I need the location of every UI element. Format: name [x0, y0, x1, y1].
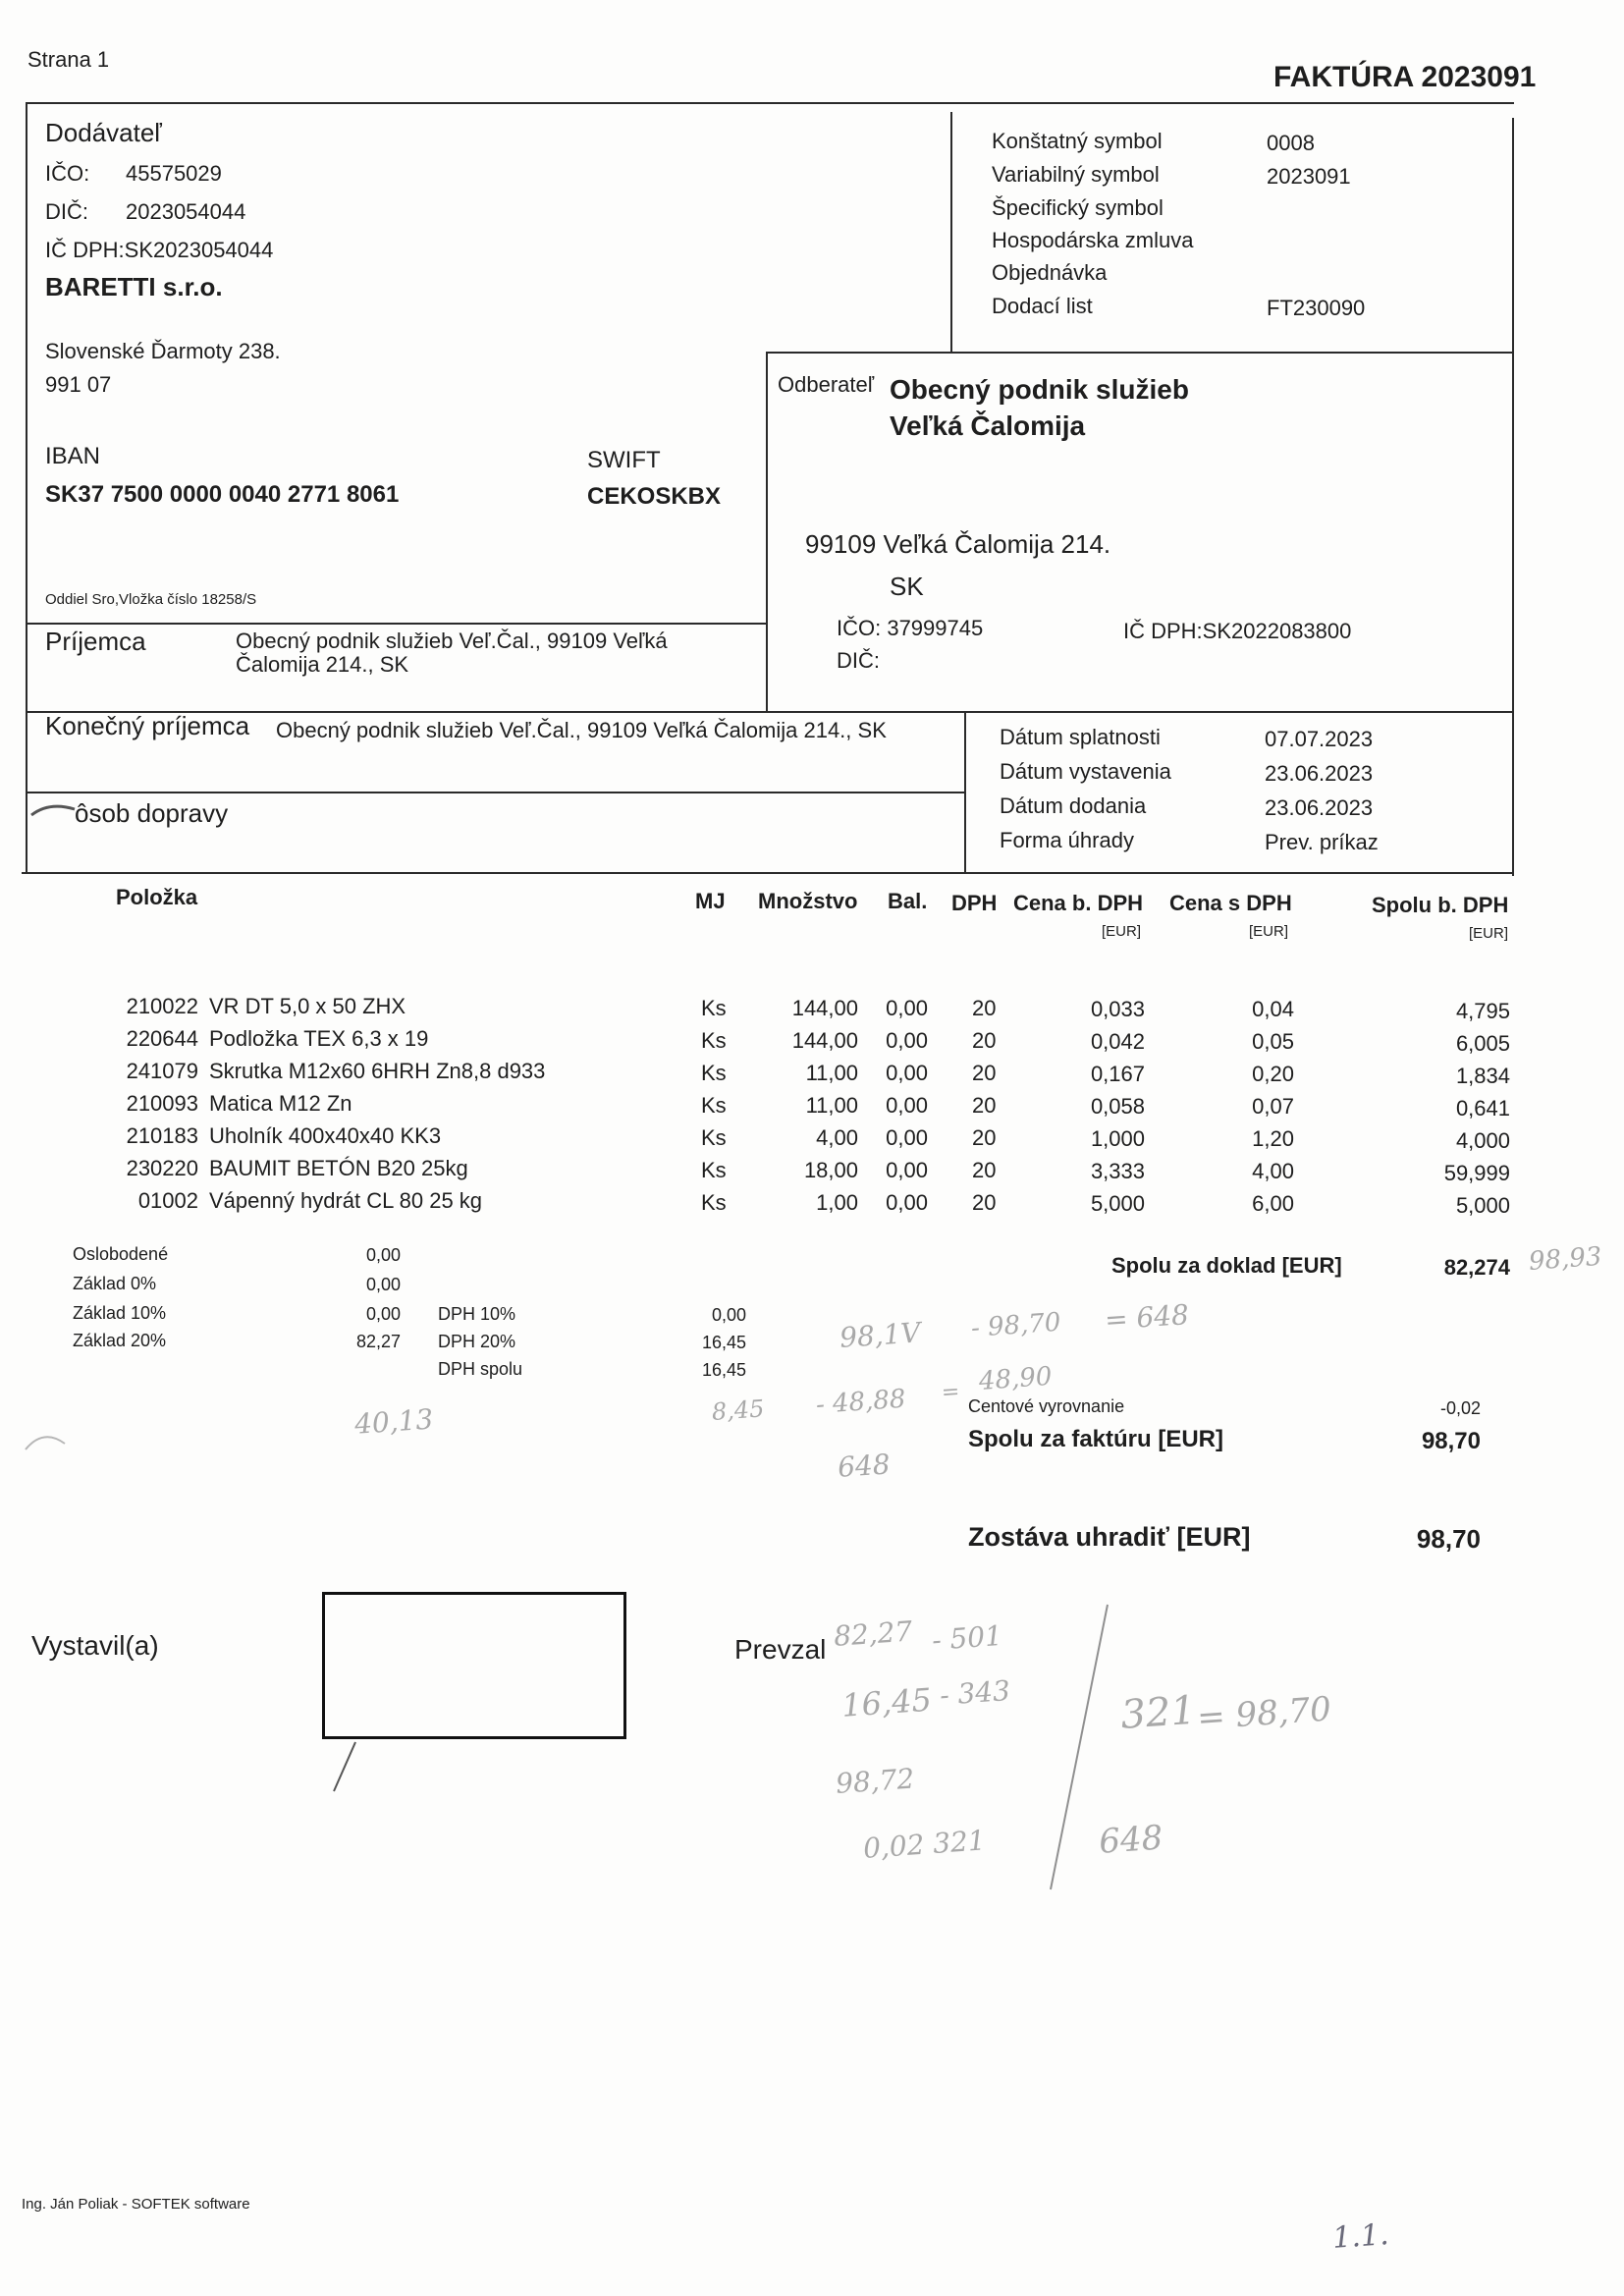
- rounding-label: Centové vyrovnanie: [968, 1396, 1125, 1416]
- item-price-excl: 1,000: [1090, 1126, 1145, 1151]
- date-label: Dátum vystavenia: [1000, 759, 1171, 784]
- symbol-label: Konštatný symbol: [992, 129, 1163, 153]
- item-price-excl: 0,042: [1090, 1029, 1145, 1054]
- symbol-value: 2023091: [1267, 164, 1351, 189]
- item-name: Matica M12 Zn: [209, 1091, 352, 1116]
- swift-value: CEKOSKBX: [587, 483, 722, 510]
- tax-row-dph-value: 16,45: [701, 1360, 746, 1380]
- item-code: 01002: [137, 1188, 198, 1213]
- date-value: 07.07.2023: [1265, 727, 1374, 751]
- tax-row-label: Základ 0%: [73, 1274, 157, 1293]
- footer-software: Ing. Ján Poliak - SOFTEK software: [22, 2196, 250, 2213]
- handwritten-note: 648: [837, 1448, 892, 1484]
- invoice-total-value: 98,70: [1421, 1428, 1481, 1454]
- item-bal: 0,00: [886, 1125, 928, 1150]
- handwritten-note: = 98,70: [1196, 1689, 1333, 1738]
- supplier-address-zip: 991 07: [45, 372, 112, 397]
- iban-value: SK37 7500 0000 0040 2771 8061: [45, 481, 400, 508]
- rounding-value: -0,02: [1439, 1398, 1481, 1418]
- amount-due-label: Zostáva uhradiť [EUR]: [968, 1522, 1251, 1552]
- handwritten-note: 321: [1119, 1687, 1198, 1738]
- page-number: Strana 1: [27, 47, 110, 72]
- date-value: 23.06.2023: [1265, 795, 1374, 820]
- customer-country: SK: [890, 572, 924, 601]
- symbol-label: Hospodárska zmluva: [992, 228, 1194, 252]
- handwritten-note: - 501: [931, 1618, 1003, 1657]
- item-qty: 11,00: [805, 1061, 858, 1085]
- symbol-value: 0008: [1267, 131, 1315, 155]
- doc-total-label: Spolu za doklad [EUR]: [1111, 1253, 1342, 1278]
- customer-dic: DIČ:: [837, 648, 880, 673]
- supplier-icdph: IČ DPH:SK2023054044: [45, 238, 274, 262]
- date-value: 23.06.2023: [1265, 761, 1374, 786]
- doc-total-value: 82,274: [1443, 1255, 1510, 1280]
- item-name: Skrutka M12x60 6HRH Zn8,8 d933: [209, 1059, 546, 1083]
- item-code: 210022: [126, 994, 198, 1018]
- item-mj: Ks: [701, 1190, 727, 1215]
- item-total: 4,795: [1455, 999, 1510, 1023]
- item-mj: Ks: [701, 1158, 727, 1182]
- handwritten-note: - 98,70: [970, 1307, 1062, 1343]
- handwritten-note: 648: [1098, 1818, 1164, 1862]
- tax-row-label: Oslobodené: [73, 1244, 169, 1264]
- handwritten-note: 48,90: [978, 1361, 1054, 1396]
- col-total-excl-unit: [EUR]: [1469, 925, 1509, 942]
- item-dph: 20: [972, 1093, 997, 1118]
- item-qty: 18,00: [803, 1158, 858, 1182]
- tax-row-dph-label: DPH 20%: [438, 1332, 516, 1351]
- received-by-label: Prevzal: [734, 1634, 827, 1665]
- recipient-line1: Obecný podnik služieb Veľ.Čal., 99109 Veľká: [236, 629, 668, 653]
- date-label: Dátum splatnosti: [1000, 725, 1161, 749]
- item-price-incl: 1,20: [1252, 1126, 1294, 1151]
- handwritten-note: =: [941, 1379, 961, 1405]
- customer-address: 99109 Veľká Čalomija 214.: [805, 529, 1111, 559]
- handwritten-note: 98,72: [835, 1762, 916, 1800]
- registry-note: Oddiel Sro,Vložka číslo 18258/S: [45, 591, 257, 608]
- final-recipient-label: Konečný príjemca: [45, 711, 250, 740]
- item-dph: 20: [972, 996, 997, 1020]
- item-name: VR DT 5,0 x 50 ZHX: [209, 994, 406, 1018]
- tax-row-dph-label: DPH spolu: [438, 1359, 523, 1379]
- amount-due-value: 98,70: [1416, 1524, 1481, 1554]
- symbol-label: Variabilný symbol: [992, 162, 1160, 187]
- invoice-title: FAKTÚRA 2023091: [1273, 61, 1537, 93]
- col-dph: DPH: [951, 891, 998, 915]
- col-bal: Bal.: [888, 889, 928, 913]
- handwritten-note: 1.1.: [1331, 2217, 1390, 2256]
- redaction-box: [322, 1592, 626, 1739]
- item-total: 6,005: [1455, 1031, 1510, 1056]
- supplier-dic-label: DIČ:: [45, 199, 88, 224]
- item-bal: 0,00: [886, 1093, 928, 1118]
- handwritten-note: 16,45: [840, 1680, 934, 1724]
- item-dph: 20: [972, 1028, 997, 1053]
- tax-row-base: 82,27: [355, 1332, 401, 1351]
- tax-row-base: 0,00: [365, 1304, 401, 1324]
- item-total: 59,999: [1443, 1161, 1510, 1185]
- tax-row-base: 0,00: [365, 1245, 401, 1265]
- handwritten-note: 98,93: [1528, 1241, 1603, 1277]
- item-code: 220644: [126, 1026, 198, 1051]
- recipient-line2: Čalomija 214., SK: [236, 652, 409, 677]
- customer-name-line2: Veľká Čalomija: [890, 410, 1086, 441]
- folded-corner-mark: [29, 797, 79, 819]
- col-item: Položka: [116, 885, 198, 909]
- col-qty: Množstvo: [758, 889, 858, 913]
- item-mj: Ks: [701, 1125, 727, 1150]
- recipient-label: Príjemca: [45, 627, 146, 656]
- item-dph: 20: [972, 1190, 997, 1215]
- item-price-excl: 0,058: [1090, 1094, 1145, 1119]
- col-total-excl: Spolu b. DPH: [1372, 893, 1509, 917]
- tax-row-label: Základ 20%: [73, 1331, 167, 1350]
- item-total: 0,641: [1455, 1096, 1510, 1121]
- item-name: Podložka TEX 6,3 x 19: [209, 1026, 429, 1051]
- pen-stroke-mark: [324, 1738, 363, 1797]
- item-qty: 144,00: [791, 996, 858, 1020]
- item-qty: 4,00: [816, 1125, 858, 1150]
- handwritten-note: - 343: [939, 1673, 1011, 1712]
- handwritten-note: 40,13: [353, 1402, 435, 1441]
- swift-label: SWIFT: [587, 447, 661, 473]
- item-price-incl: 4,00: [1252, 1159, 1294, 1183]
- item-price-incl: 0,05: [1252, 1029, 1294, 1054]
- date-value: Prev. príkaz: [1265, 830, 1379, 854]
- symbol-value: FT230090: [1267, 296, 1366, 320]
- pencil-stroke-mark: [1041, 1601, 1119, 1895]
- invoice-total-label: Spolu za faktúru [EUR]: [968, 1426, 1224, 1452]
- supplier-dic: 2023054044: [126, 199, 246, 224]
- item-total: 4,000: [1455, 1128, 1510, 1153]
- tax-row-base: 0,00: [365, 1275, 401, 1294]
- handwritten-note: 0,02 321: [862, 1824, 987, 1865]
- item-mj: Ks: [701, 996, 727, 1020]
- col-price-incl-unit: [EUR]: [1249, 923, 1289, 940]
- tax-row-dph-value: 16,45: [701, 1333, 746, 1352]
- item-dph: 20: [972, 1061, 997, 1085]
- item-name: BAUMIT BETÓN B20 25kg: [209, 1156, 468, 1180]
- item-price-excl: 0,167: [1090, 1062, 1145, 1086]
- supplier-heading: Dodávateľ: [45, 118, 162, 147]
- customer-ico: IČO: 37999745: [837, 616, 984, 640]
- item-qty: 11,00: [805, 1093, 858, 1118]
- item-price-incl: 0,07: [1252, 1094, 1294, 1119]
- item-name: Vápenný hydrát CL 80 25 kg: [209, 1188, 483, 1213]
- item-price-excl: 3,333: [1090, 1159, 1145, 1183]
- handwritten-note: = 648: [1104, 1298, 1190, 1337]
- item-price-incl: 6,00: [1252, 1191, 1294, 1216]
- supplier-ico-label: IČO:: [45, 161, 90, 186]
- symbol-label: Dodací list: [992, 294, 1093, 318]
- item-price-incl: 0,04: [1252, 997, 1294, 1021]
- transport-label: ôsob dopravy: [75, 798, 229, 828]
- col-mj: MJ: [695, 889, 726, 913]
- item-qty: 144,00: [791, 1028, 858, 1053]
- tax-row-dph-value: 0,00: [711, 1305, 746, 1325]
- tax-row-dph-label: DPH 10%: [438, 1304, 516, 1324]
- handwritten-note: 98,1V: [839, 1316, 922, 1354]
- item-price-incl: 0,20: [1252, 1062, 1294, 1086]
- item-qty: 1,00: [816, 1190, 858, 1215]
- item-dph: 20: [972, 1158, 997, 1182]
- customer-name-line1: Obecný podnik služieb: [890, 374, 1189, 405]
- handwritten-note: 82,27: [833, 1614, 914, 1653]
- item-mj: Ks: [701, 1061, 727, 1085]
- item-price-excl: 0,033: [1090, 997, 1145, 1021]
- item-bal: 0,00: [886, 1158, 928, 1182]
- tax-row-label: Základ 10%: [73, 1303, 167, 1323]
- item-code: 210183: [126, 1123, 198, 1148]
- issued-by-label: Vystavil(a): [31, 1630, 159, 1661]
- item-code: 210093: [126, 1091, 198, 1116]
- item-bal: 0,00: [886, 1061, 928, 1085]
- date-label: Dátum dodania: [1000, 793, 1147, 818]
- date-label: Forma úhrady: [1000, 828, 1134, 852]
- customer-icdph: IČ DPH:SK2022083800: [1123, 619, 1352, 643]
- col-price-excl-unit: [EUR]: [1102, 923, 1142, 940]
- item-bal: 0,00: [886, 1190, 928, 1215]
- iban-label: IBAN: [45, 443, 101, 469]
- item-dph: 20: [972, 1125, 997, 1150]
- item-mj: Ks: [701, 1028, 727, 1053]
- item-bal: 0,00: [886, 1028, 928, 1053]
- customer-label: Odberateľ: [778, 372, 875, 397]
- supplier-ico: 45575029: [126, 161, 222, 186]
- col-price-incl: Cena s DPH: [1169, 891, 1292, 915]
- handwritten-note: - 48,88: [815, 1384, 907, 1420]
- pencil-stroke-mark: [22, 1424, 71, 1453]
- supplier-address-street: Slovenské Ďarmoty 238.: [45, 339, 281, 363]
- col-price-excl: Cena b. DPH: [1013, 891, 1144, 915]
- item-total: 1,834: [1455, 1064, 1510, 1088]
- item-bal: 0,00: [886, 996, 928, 1020]
- item-code: 241079: [126, 1059, 198, 1083]
- item-code: 230220: [126, 1156, 198, 1180]
- symbol-label: Objednávka: [992, 260, 1108, 285]
- final-recipient-value: Obecný podnik služieb Veľ.Čal., 99109 Veľká Čalomija 214., SK: [276, 718, 887, 742]
- supplier-name: BARETTI s.r.o.: [45, 272, 223, 301]
- symbol-label: Špecifický symbol: [992, 195, 1164, 220]
- handwritten-note: 8,45: [711, 1394, 766, 1426]
- item-total: 5,000: [1455, 1193, 1510, 1218]
- item-price-excl: 5,000: [1090, 1191, 1145, 1216]
- item-name: Uholník 400x40x40 KK3: [209, 1123, 442, 1148]
- item-mj: Ks: [701, 1093, 727, 1118]
